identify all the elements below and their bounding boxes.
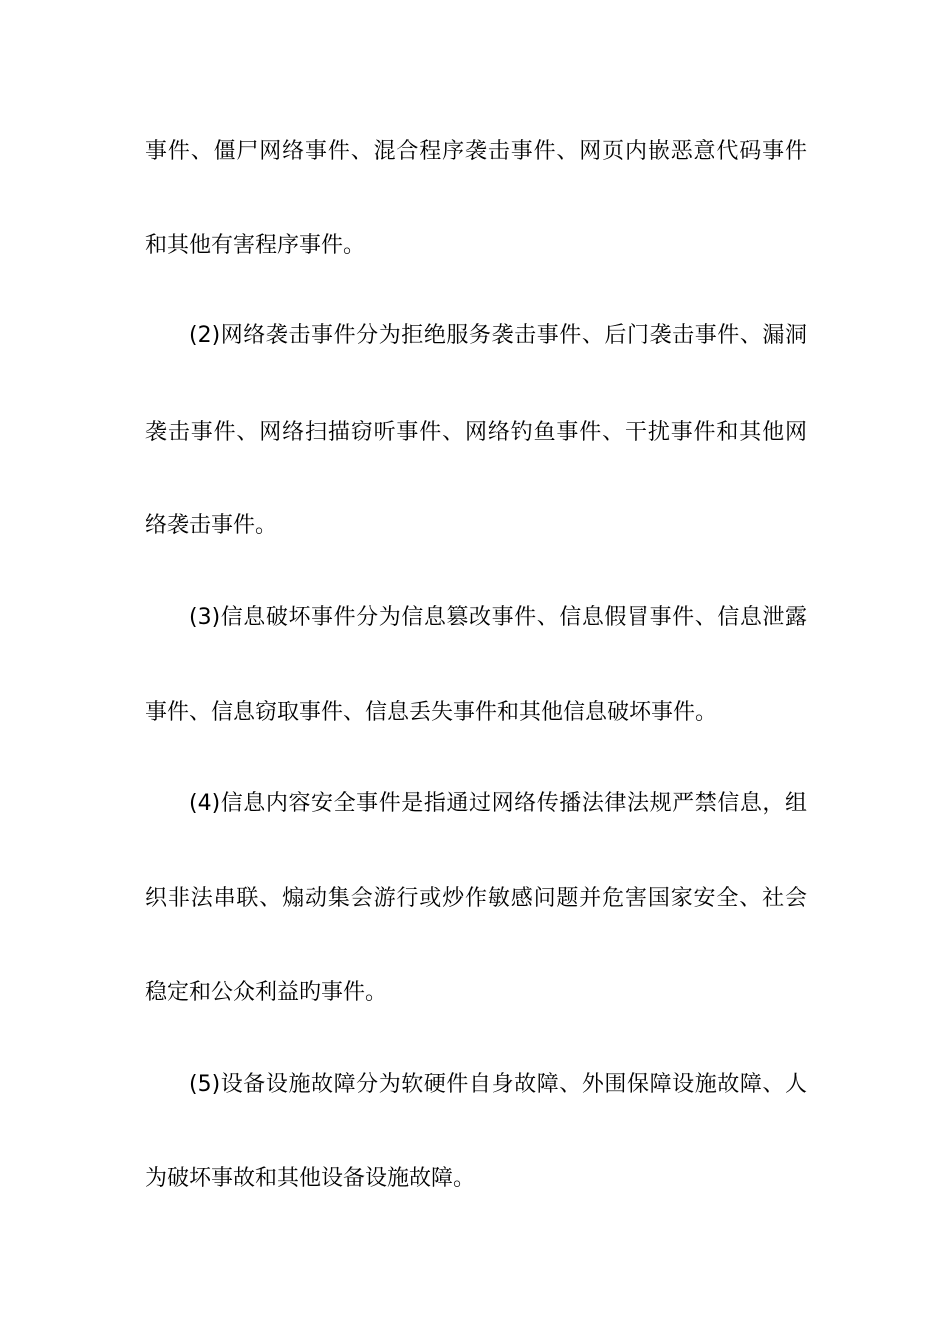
text-line-1: 事件、僵尸网络事件、混合程序袭击事件、网页内嵌恶意代码事件 — [145, 139, 807, 164]
paragraph-2-line-1: (2)网络袭击事件分为拒绝服务袭击事件、后门袭击事件、漏洞 — [189, 323, 807, 348]
paragraph-4-line-2: 织非法串联、煽动集会游行或炒作敏感问题并危害国家安全、社会 — [145, 886, 807, 911]
paragraph-3-line-1: (3)信息破坏事件分为信息篡改事件、信息假冒事件、信息泄露 — [189, 605, 807, 630]
paragraph-2-line-3: 络袭击事件。 — [145, 513, 278, 538]
paragraph-2-line-2: 袭击事件、网络扫描窃听事件、网络钓鱼事件、干扰事件和其他网 — [145, 420, 807, 445]
paragraph-4-line-1: (4)信息内容安全事件是指通过网络传播法律法规严禁信息，组 — [189, 791, 807, 816]
paragraph-4-line-3: 稳定和公众利益旳事件。 — [145, 980, 388, 1005]
text-line-2: 和其他有害程序事件。 — [145, 233, 366, 258]
paragraph-3-line-2: 事件、信息窃取事件、信息丢失事件和其他信息破坏事件。 — [145, 700, 718, 725]
paragraph-5-line-2: 为破坏事故和其他设备设施故障。 — [145, 1166, 476, 1191]
paragraph-5-line-1: (5)设备设施故障分为软硬件自身故障、外围保障设施故障、人 — [189, 1072, 807, 1097]
